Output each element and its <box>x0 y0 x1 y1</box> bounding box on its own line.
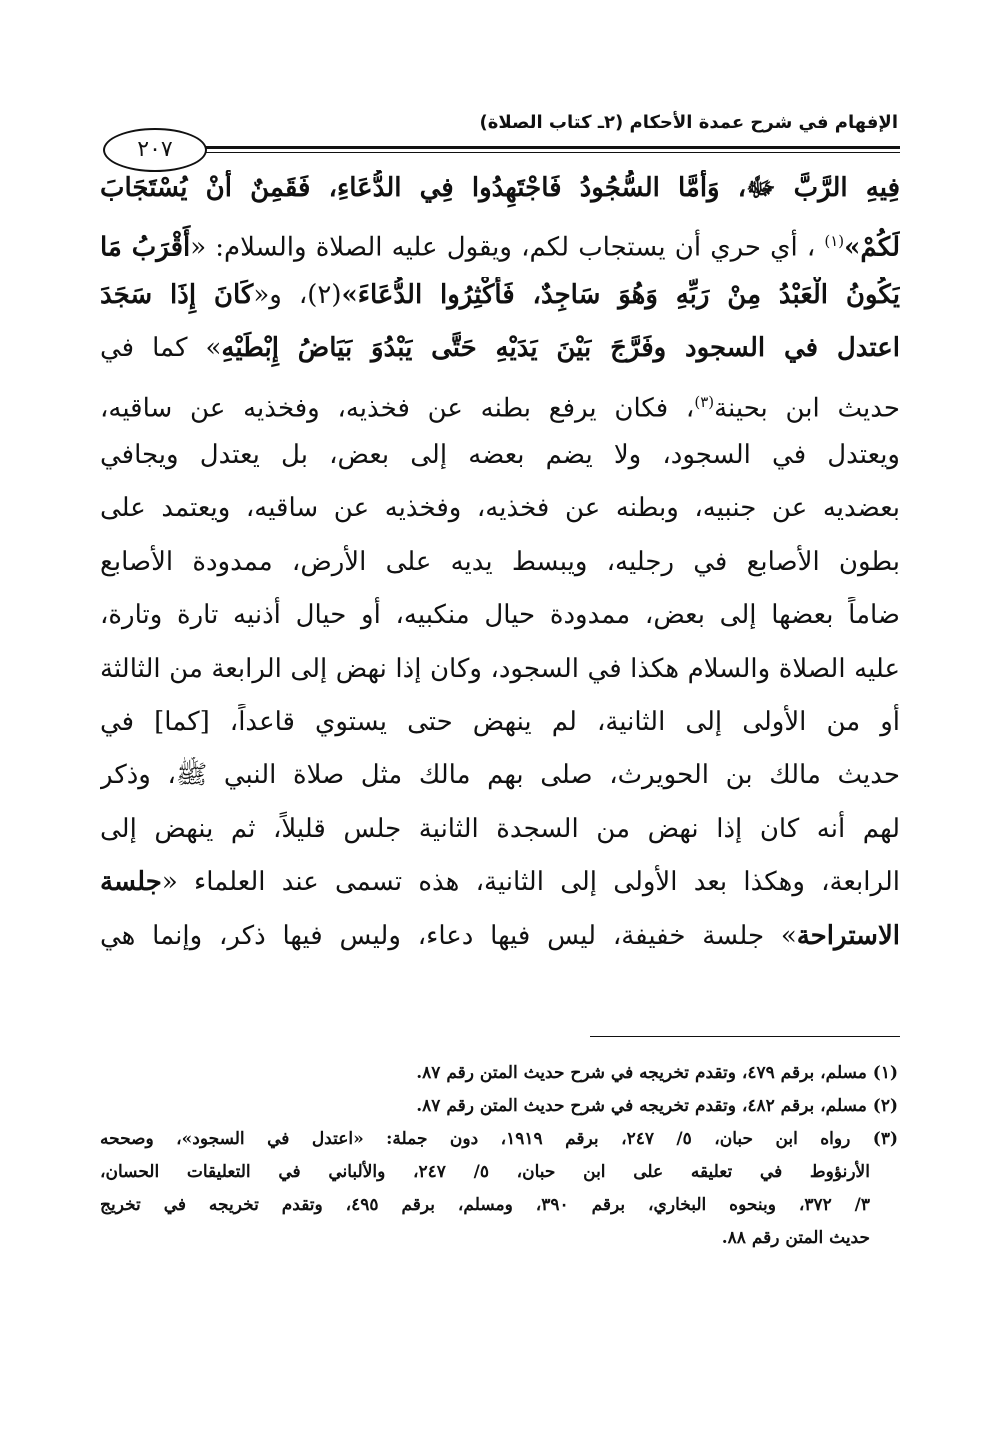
body-line <box>100 330 900 370</box>
text-segment: لهم أنه كان إذا نهض من السجدة الثانية جلس قليلاً، ثم ينهض إلى <box>100 813 900 844</box>
text-segment: ضاماً بعضها إلى بعض، ممدودة حيال منكبيه، أو حيال أُذنيه تارة وتارة، <box>100 600 900 631</box>
footnote-ref: (٣) <box>694 392 715 411</box>
text-segment: لَكُمْ» <box>844 233 900 264</box>
body-line <box>100 704 900 744</box>
text-segment: يَكُونُ الْعَبْدُ مِنْ رَبِّهِ وَهُوَ سَاجِدٌ، فَأَكْثِرُوا الدُّعَاءَ» <box>341 279 900 310</box>
body-line <box>100 811 900 851</box>
footnote-line: (١) مسلم، برقم ٤٧٩، وتقدم تخريجه في شرح حديث المتن رقم ٨٧. <box>416 1063 898 1083</box>
footnote-line: ٣/ ٣٧٢، وبنحوه البخاري، برقم ٣٩٠، ومسلم، برقم ٤٩٥، وتقدم تخريجه في تخريج <box>100 1195 870 1215</box>
body-line <box>100 597 900 637</box>
text-segment: بطون الأصابع في رجليه، ويبسط يديه على الأرض، ممدودة الأصابع <box>100 546 900 577</box>
body-line <box>100 277 900 317</box>
text-segment: أَقْرَبُ مَا <box>100 233 191 264</box>
page-number: ٢٠٧ <box>103 128 207 172</box>
running-header-title: الإفهام في شرح عمدة الأحكام (٢ـ كتاب الصلاة) <box>479 112 898 133</box>
text-segment: بعضديه عن جنبيه، وبطنه عن فخذيه، وفخذيه عن ساقيه، ويعتمد على <box>100 493 900 524</box>
text-segment: اعتدل في السجود وفَرَّجَ بَيْنَ يَدَيْهِ حَتَّى يَبْدُوَ بَيَاضُ إِبْطَيْهِ <box>221 333 900 364</box>
footnote-line: حديث المتن رقم ٨٨. <box>721 1228 870 1248</box>
body-line <box>100 544 900 584</box>
text-segment: حديث مالك بن الحويرث، صلى بهم مالك مثل صلاة النبي ﷺ، وذكر <box>100 760 900 791</box>
text-segment: ، أي حري أن يستجاب لكم، ويقول عليه الصلاة والسلام: « <box>190 233 825 264</box>
header-rule <box>198 146 900 153</box>
text-segment: ، فكان يرفع بطنه عن فخذيه، وفخذيه عن ساقيه، <box>100 393 695 424</box>
text-segment: حديث ابن بحينة <box>714 393 900 424</box>
body-line <box>100 757 900 797</box>
body-line <box>100 651 900 691</box>
footnote-separator <box>590 1036 900 1037</box>
body-line <box>100 170 900 210</box>
text-segment: كَانَ إِذَا سَجَدَ <box>100 279 254 310</box>
text-segment: الاستراحة <box>796 920 900 951</box>
body-line <box>100 490 900 530</box>
footnote-ref: (١) <box>824 232 845 251</box>
body-line <box>100 864 900 904</box>
body-line <box>100 384 900 424</box>
footnote-line: الأرنؤوط في تعليقه على ابن حبان، ٥/ ٢٤٧، والألباني في التعليقات الحسان، <box>100 1162 870 1182</box>
text-segment: » جلسة خفيفة، ليس فيها دعاء، وليس فيها ذكر، وإنما هي <box>100 920 797 951</box>
footnote-line: (٢) مسلم، برقم ٤٨٢، وتقدم تخريجه في شرح حديث المتن رقم ٨٧. <box>416 1096 898 1116</box>
text-segment: جلسة <box>100 867 162 898</box>
text-segment: فِيهِ الرَّبَّ ﷻ، وَأَمَّا السُّجُودُ فَاجْتَهِدُوا فِي الدُّعَاءِ، فَقَمِنٌ أَنْ يُسْتَجَابَ <box>100 173 900 203</box>
text-segment: الرابعة، وهكذا بعد الأولى إلى الثانية، هذه تسمى عند العلماء « <box>161 867 900 898</box>
body-line <box>100 223 900 263</box>
text-segment: ويعتدل في السجود، ولا يضم بعضه إلى بعض، بل يعتدل ويجافي <box>100 440 900 470</box>
text-segment: (٢)، و« <box>253 279 342 310</box>
text-segment: أو من الأولى إلى الثانية، لم ينهض حتى يستوي قاعداً، [كما] في <box>100 707 900 737</box>
text-segment: عليه الصلاة والسلام هكذا في السجود، وكان إذا نهض إلى الرابعة من الثالثة <box>100 653 900 684</box>
body-line <box>100 437 900 477</box>
body-line <box>100 918 900 958</box>
text-segment: » كما في <box>100 333 222 364</box>
footnote-line: (٣) رواه ابن حبان، ٥/ ٢٤٧، برقم ١٩١٩، دون جملة: «اعتدل في السجود»، وصححه <box>100 1129 898 1149</box>
